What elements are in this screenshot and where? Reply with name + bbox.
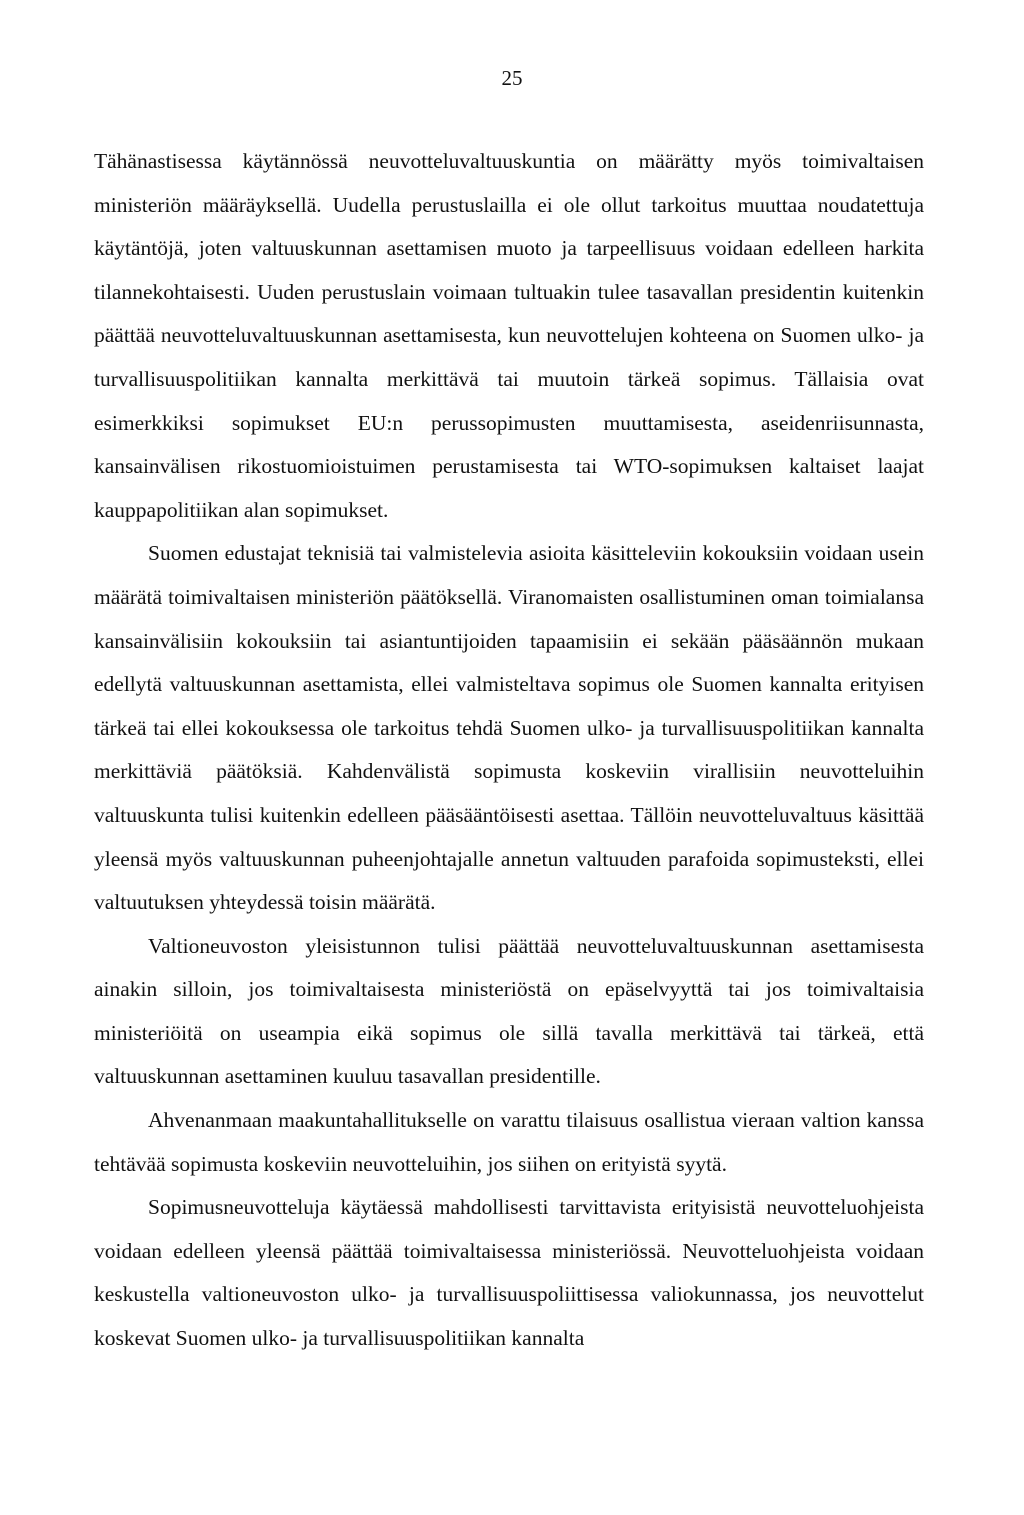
paragraph-1: Tähänastisessa käytännössä neuvotteluvaltuuskuntia on määrätty myös toimivaltaisen ministeriön määräyksellä. Uudella perustuslailla ei ole ollut tarkoitus muuttaa noudatettuja käytäntöjä, joten valtuuskunnan asettamisen muoto ja tarpeellisuus voidaan edelleen harkita tilannekohtaisesti. Uuden perustuslain voimaan tultuakin tulee tasavallan presidentin kuitenkin päättää neuvotteluvaltuuskunnan asettamisesta, kun neuvottelujen kohteena on Suomen ulko- ja turvallisuuspolitiikan kannalta merkittävä tai muutoin tärkeä sopimus. Tällaisia ovat esimerkkiksi sopimukset EU:n perussopimusten muuttamisesta, aseidenriisunnasta, kansainvälisen rikostuomioistuimen perustamisesta tai WTO-sopimuksen kaltaiset laajat kauppapolitiikan alan sopimukset. xyxy=(94,149,924,522)
paragraph-4: Ahvenanmaan maakuntahallitukselle on varattu tilaisuus osallistua vieraan valtion kanssa tehtävää sopimusta koskeviin neuvotteluihin, jos siihen on erityistä syytä. xyxy=(94,1108,924,1176)
page-number: 25 xyxy=(501,66,523,90)
paragraph-2: Suomen edustajat teknisiä tai valmistelevia asioita käsitteleviin kokouksiin voidaan usein määrätä toimivaltaisen ministeriön päätöksellä. Viranomaisten osallistuminen oman toimialansa kansainvälisiin kokouksiin tai asiantuntijoiden tapaamisiin ei sekään pääsäännön mukaan edellytä valtuuskunnan asettamista, ellei valmisteltava sopimus ole Suomen kannalta erityisen tärkeä tai ellei kokouksessa ole tarkoitus tehdä Suomen ulko- ja turvallisuuspolitiikan kannalta merkittäviä päätöksiä. Kahdenvälistä sopimusta koskeviin virallisiin neuvotteluihin valtuuskunta tulisi kuitenkin edelleen pääsääntöisesti asettaa. Tällöin neuvotteluvaltuus käsittää yleensä myös valtuuskunnan puheenjohtajalle annetun valtuuden parafoida sopimusteksti, ellei valtuutuksen yhteydessä toisin määrätä. xyxy=(94,541,924,915)
paragraph-5: Sopimusneuvotteluja käytäessä mahdollisesti tarvittavista erityisistä neuvotteluohjeista voidaan edelleen yleensä päättää toimivaltaisessa ministeriössä. Neuvotteluohjeista voidaan keskustella valtioneuvoston ulko- ja turvallisuuspoliittisessa valiokunnassa, jos neuvottelut koskevat Suomen ulko- ja turvallisuuspolitiikan kannalta xyxy=(94,1195,924,1351)
body-text xyxy=(94,140,924,1361)
paragraph-3: Valtioneuvoston yleisistunnon tulisi päättää neuvotteluvaltuuskunnan asettamisesta ainakin silloin, jos toimivaltaisesta ministeriöstä on epäselvyyttä tai jos toimivaltaisia ministeriöitä on useampia eikä sopimus ole sillä tavalla merkittävä tai tärkeä, että valtuuskunnan asettaminen kuuluu tasavallan presidentille. xyxy=(94,933,924,1089)
